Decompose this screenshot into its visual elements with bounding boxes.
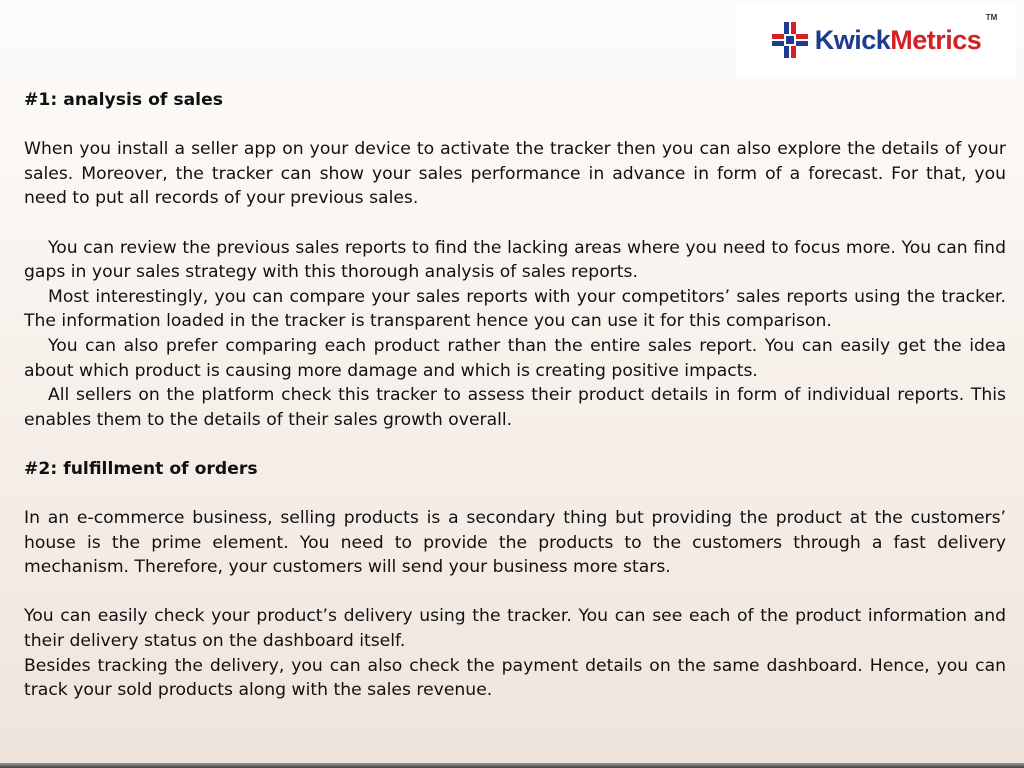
logo-text-kwick: Kwick (814, 24, 891, 55)
trademark-symbol: TM (985, 13, 998, 22)
spacer (24, 482, 1006, 507)
spacer (24, 211, 1006, 236)
section-1-point-4: All sellers on the platform check this tracker to assess their product details in form of individual reports. This enables them to the details of their sales growth overall. (24, 385, 1006, 430)
section-1-intro: When you install a seller app on your device to activate the tracker then you can also explore the details of your sales. Moreover, the tracker can show your sales performance in advance in form of a forecast. For that, you need to put all records of your previous sales. (24, 139, 1006, 209)
bottom-divider-bar (0, 763, 1024, 768)
section-2-point-2: Besides tracking the delivery, you can also check the payment details on the same dashboard. Hence, you can track your sold products along with the sales revenue. (24, 655, 1006, 701)
section-2-heading: #2: fulfillment of orders (24, 458, 258, 479)
logo-wordmark (814, 24, 982, 55)
section-1-heading: #1: analysis of sales (24, 90, 223, 110)
spacer (24, 113, 1006, 138)
kwickmetrics-logo (771, 13, 998, 59)
section-1-point-2: Most interestingly, you can compare your sales reports with your competitors’ sales reports using the tracker. The information loaded in the tracker is transparent hence you can use it for this comparison. (24, 286, 1006, 332)
section-1-point-3: You can also prefer comparing each product rather than the entire sales report. You can easily get the idea about which product is causing more damage and which is creating positive impacts. (24, 335, 1006, 381)
section-1-point-1: You can review the previous sales reports to find the lacking areas where you need to focus more. You can find gaps in your sales strategy with this thorough analysis of sales reports. (24, 237, 1006, 283)
spacer (24, 580, 1006, 605)
document-body (24, 88, 1006, 703)
section-2-intro: In an e-commerce business, selling products is a secondary thing but providing the product at the customers’ house is the prime element. You need to provide the products to the customers through a fast delivery mechanism. Therefore, your customers will send your business more stars. (24, 508, 1006, 578)
section-2-point-1: You can easily check your product’s delivery using the tracker. You can see each of the product information and their delivery status on the dashboard itself. (24, 606, 1006, 652)
logo-text-metrics: Metrics (890, 24, 982, 55)
spacer (24, 432, 1006, 457)
logo-container (736, 4, 1016, 76)
kwickmetrics-cross-logo-icon (771, 21, 809, 59)
